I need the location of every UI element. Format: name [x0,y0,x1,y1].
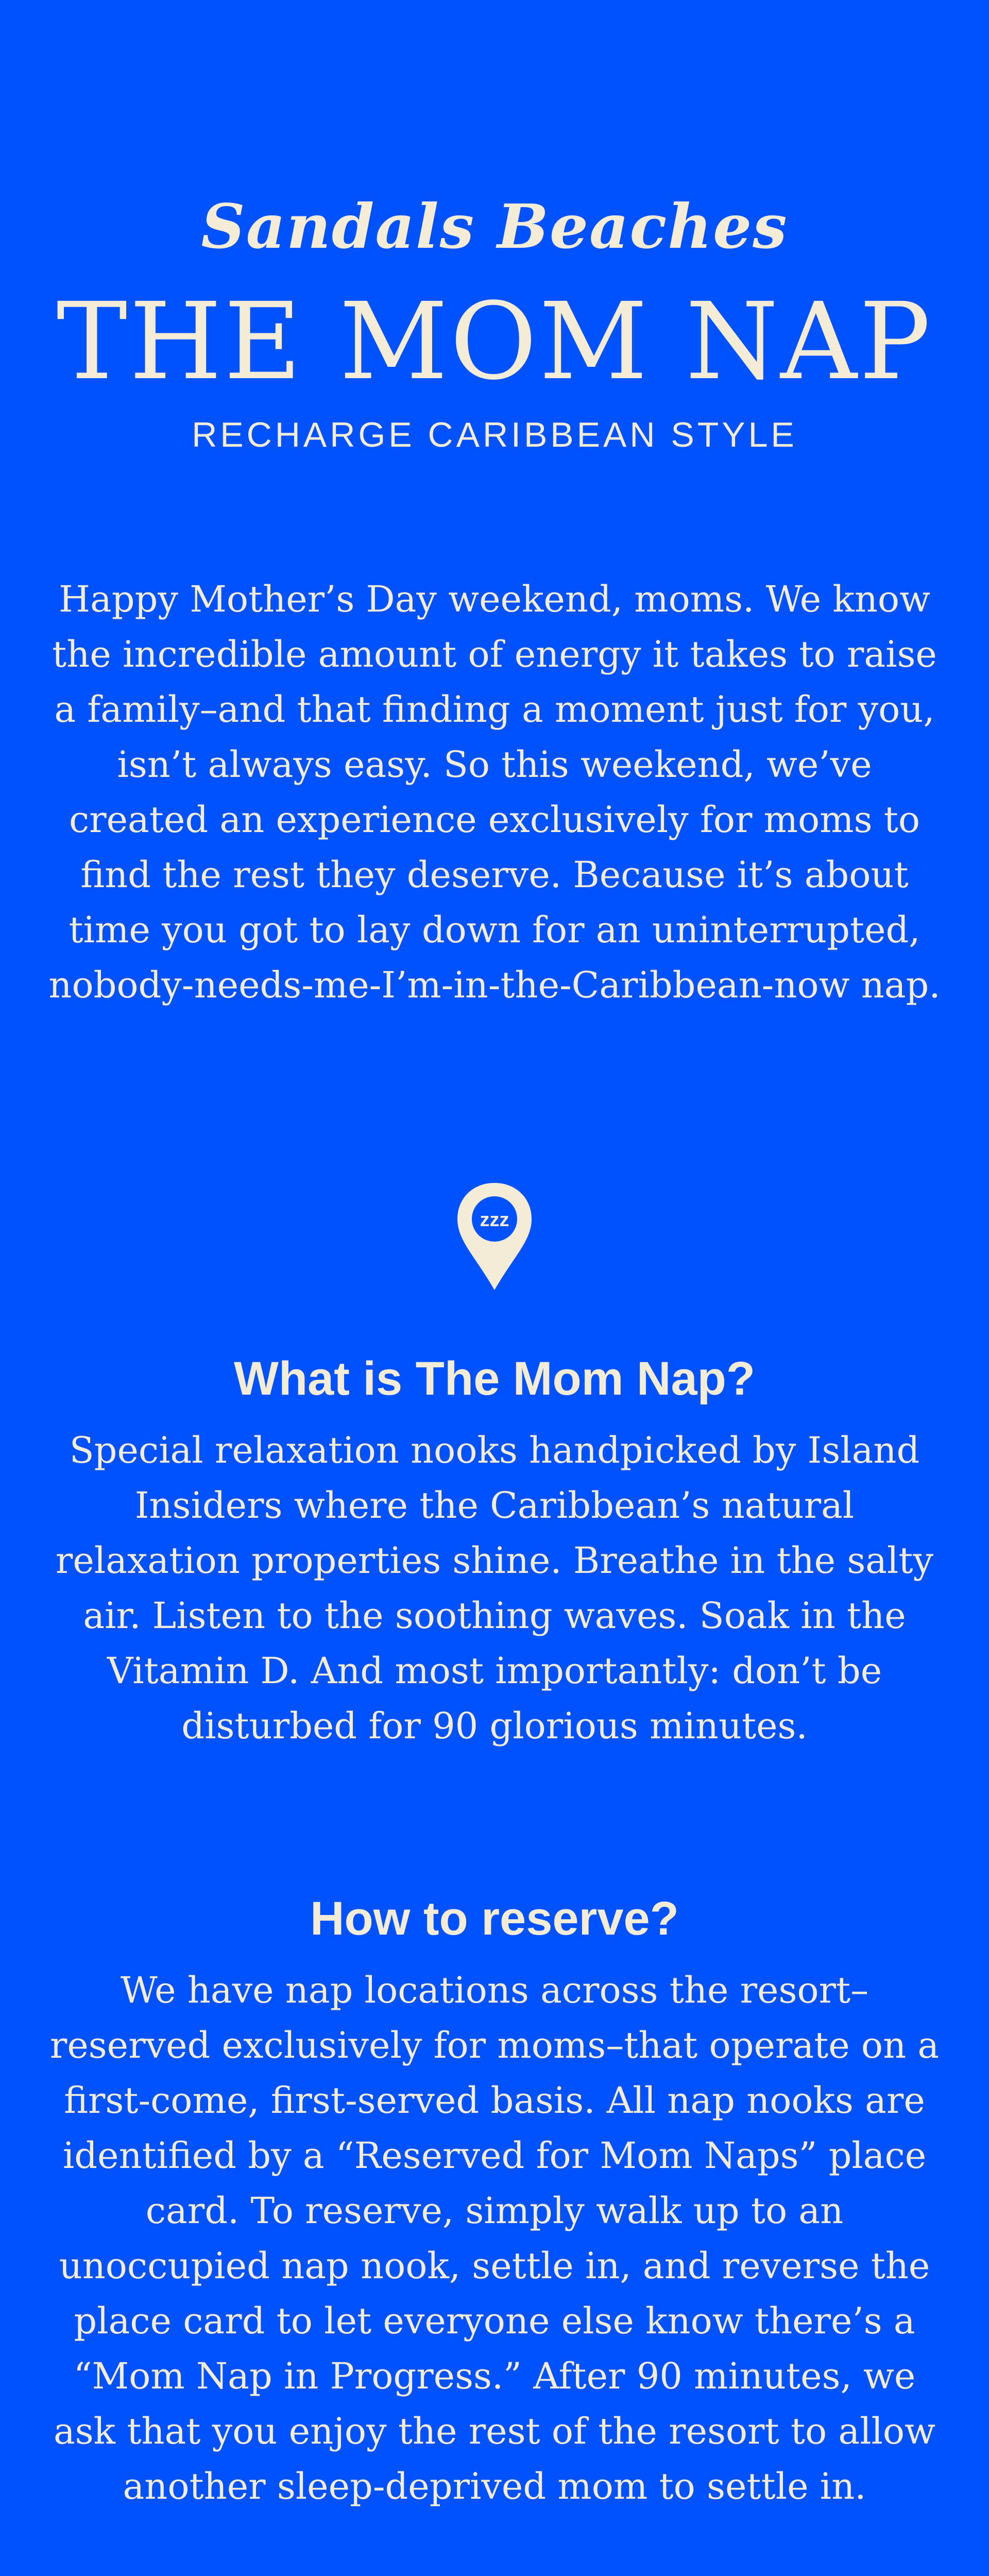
pin-zzz-label: zzz [480,1209,509,1231]
sandals-beaches-logo[interactable]: Sandals Beaches [201,191,788,262]
intro-paragraph: Happy Mother’s Day weekend, moms. We know the incredible amount of energy it takes to raise a family–and that finding a moment just for you, isn’t always easy. So this weekend, we’ve created an experience exclusively for moms to find the rest they deserve. Because it’s about time you got to lay down for an uninterrupted, nobody-needs-me-I’m-in-the-Caribbean-now nap. [48,578,941,1006]
section-text-reserve: We have nap locations across the resort–reserved exclusively for moms–that operate on a first-come, first-served basis. All nap nooks are identified by a “Reserved for Mom Naps” place card. To reserve, simply walk up to an unoccupied nap nook, settle in, and reverse the place card to let everyone else know there’s a “Mom Nap in Progress.” After 90 minutes, we ask that you enjoy the rest of the resort to allow another sleep-deprived mom to settle in. [49,1969,940,2507]
page-title: THE MOM NAP [56,280,933,403]
map-pin-zzz-icon [453,1180,536,1293]
page-subtitle: RECHARGE CARIBBEAN STYLE [192,415,797,454]
section-heading-what: What is The Mom Nap? [234,1352,755,1405]
section-heading-reserve: How to reserve? [310,1892,679,1945]
section-text-what: Special relaxation nooks handpicked by Island Insiders where the Caribbean’s natural relaxation properties shine. Breathe in the salty air. Listen to the soothing waves. Soak in the Vitamin D. And most importantly: don’t be disturbed for 90 glorious minutes. [55,1429,934,1747]
